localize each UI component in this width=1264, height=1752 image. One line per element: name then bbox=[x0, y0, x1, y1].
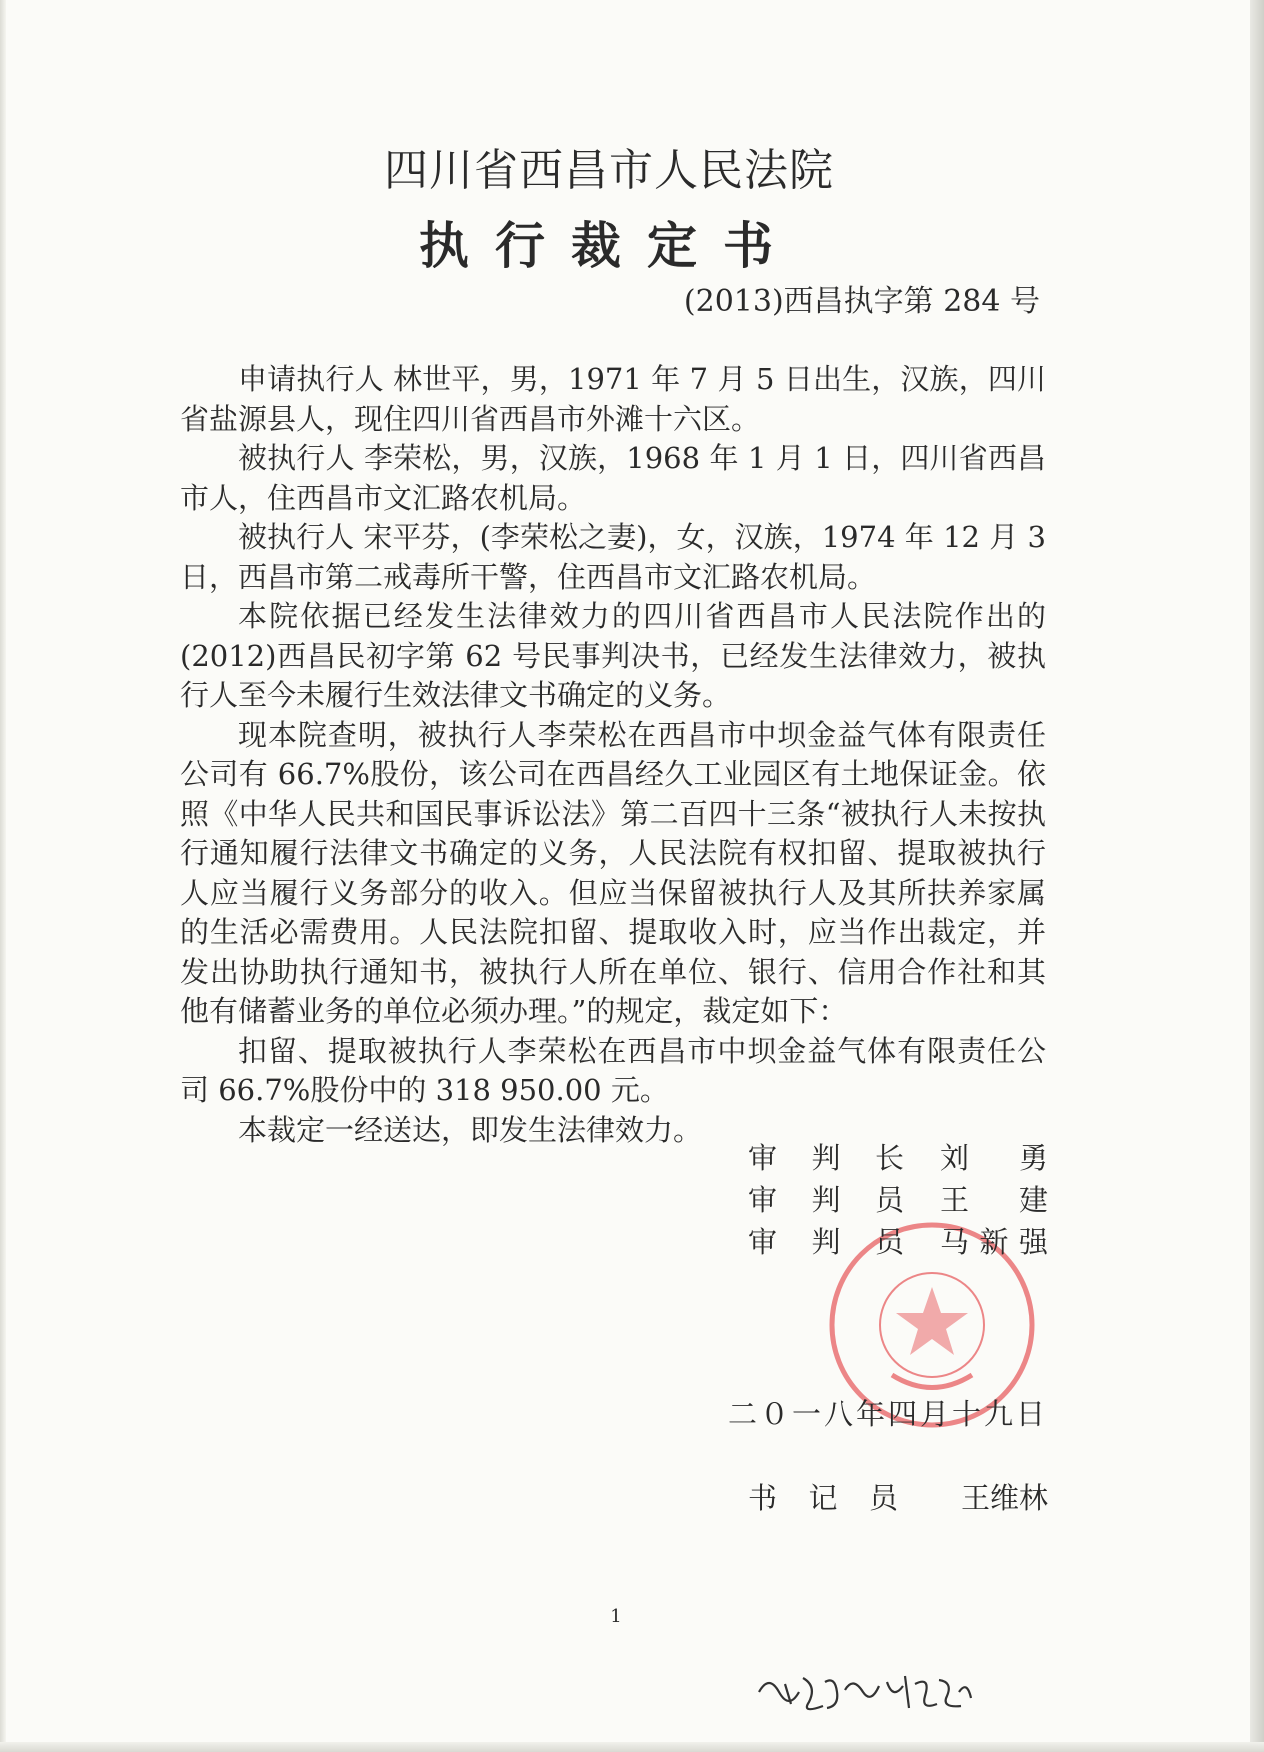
page-edge-right bbox=[1250, 0, 1264, 1752]
document-title: 执行裁定书 bbox=[419, 217, 799, 275]
judge-1-name: 王 建 bbox=[940, 1183, 1048, 1217]
paragraph-respondent-2: 被执行人 宋平芬，(李荣松之妻)，女，汉族，1974 年 12 月 3 日，西昌市第二戒毒所干警，住西昌市文汇路农机局。 bbox=[180, 520, 1046, 594]
paragraph-ruling: 扣留、提取被执行人李荣松在西昌市中坝金益气体有限责任公司 66.7%股份中的 318 950.00 元。 bbox=[180, 1033, 1046, 1107]
judge-1-role: 审 判 员 bbox=[748, 1183, 904, 1217]
paragraph-basis: 本院依据已经发生法律效力的四川省西昌市人民法院作出的(2012)西昌民初字第 62 号民事判决书，已经发生法律效力，被执行人至今未履行生效法律文书确定的义务。 bbox=[180, 599, 1046, 712]
case-number: (2013)西昌执字第 284 号 bbox=[683, 284, 1040, 319]
paragraph-effect: 本裁定一经送达，即发生法律效力。 bbox=[238, 1112, 703, 1147]
clerk-row bbox=[748, 1476, 1048, 1516]
judge-row-2 bbox=[700, 1220, 1050, 1260]
page-number: 1 bbox=[610, 1606, 622, 1627]
paragraph-findings: 现本院查明，被执行人李荣松在西昌市中坝金益气体有限责任公司有 66.7%股份，该公司在西昌经久工业园区有土地保证金。依照《中华人民共和国民事诉讼法》第二百四十三条“被执行人未按执行通知履行法律文书确定的义务，人民法院有权扣留、提取被执行人应当履行义务部分的收入。但应当保留被执行人及其所扶养家属的生活必需费用。人民法院扣留、提取收入时，应当作出裁定，并发出协助执行通知书，被执行人所在单位、银行、信用合作社和其他有储蓄业务的单位必须办理。”的规定，裁定如下： bbox=[180, 717, 1046, 1028]
page-edge-bottom bbox=[0, 1742, 1264, 1752]
clerk-role: 书 记 员 bbox=[748, 1481, 898, 1515]
judge-2-name: 马 新 强 bbox=[940, 1225, 1048, 1259]
clerk-name: 王维林 bbox=[960, 1481, 1048, 1515]
court-name: 四川省西昌市人民法院 bbox=[384, 145, 834, 196]
judge-2-role: 审 判 员 bbox=[748, 1225, 904, 1259]
ruling-date: 二０一八年四月十九日 bbox=[727, 1397, 1048, 1431]
chief-judge-role: 审 判 长 bbox=[748, 1141, 904, 1175]
chief-judge-row bbox=[700, 1136, 1050, 1176]
paragraph-applicant: 申请执行人 林世平，男，1971 年 7 月 5 日出生，汉族，四川省盐源县人，现住四川省西昌市外滩十六区。 bbox=[180, 362, 1046, 436]
paragraph-respondent-1: 被执行人 李荣松，男，汉族，1968 年 1 月 1 日，四川省西昌市人，住西昌市文汇路农机局。 bbox=[180, 441, 1046, 515]
handwritten-note-icon bbox=[755, 1662, 975, 1722]
chief-judge-name: 刘 勇 bbox=[940, 1141, 1048, 1175]
ruling-body bbox=[180, 360, 1046, 1150]
judge-row-1 bbox=[700, 1178, 1050, 1218]
